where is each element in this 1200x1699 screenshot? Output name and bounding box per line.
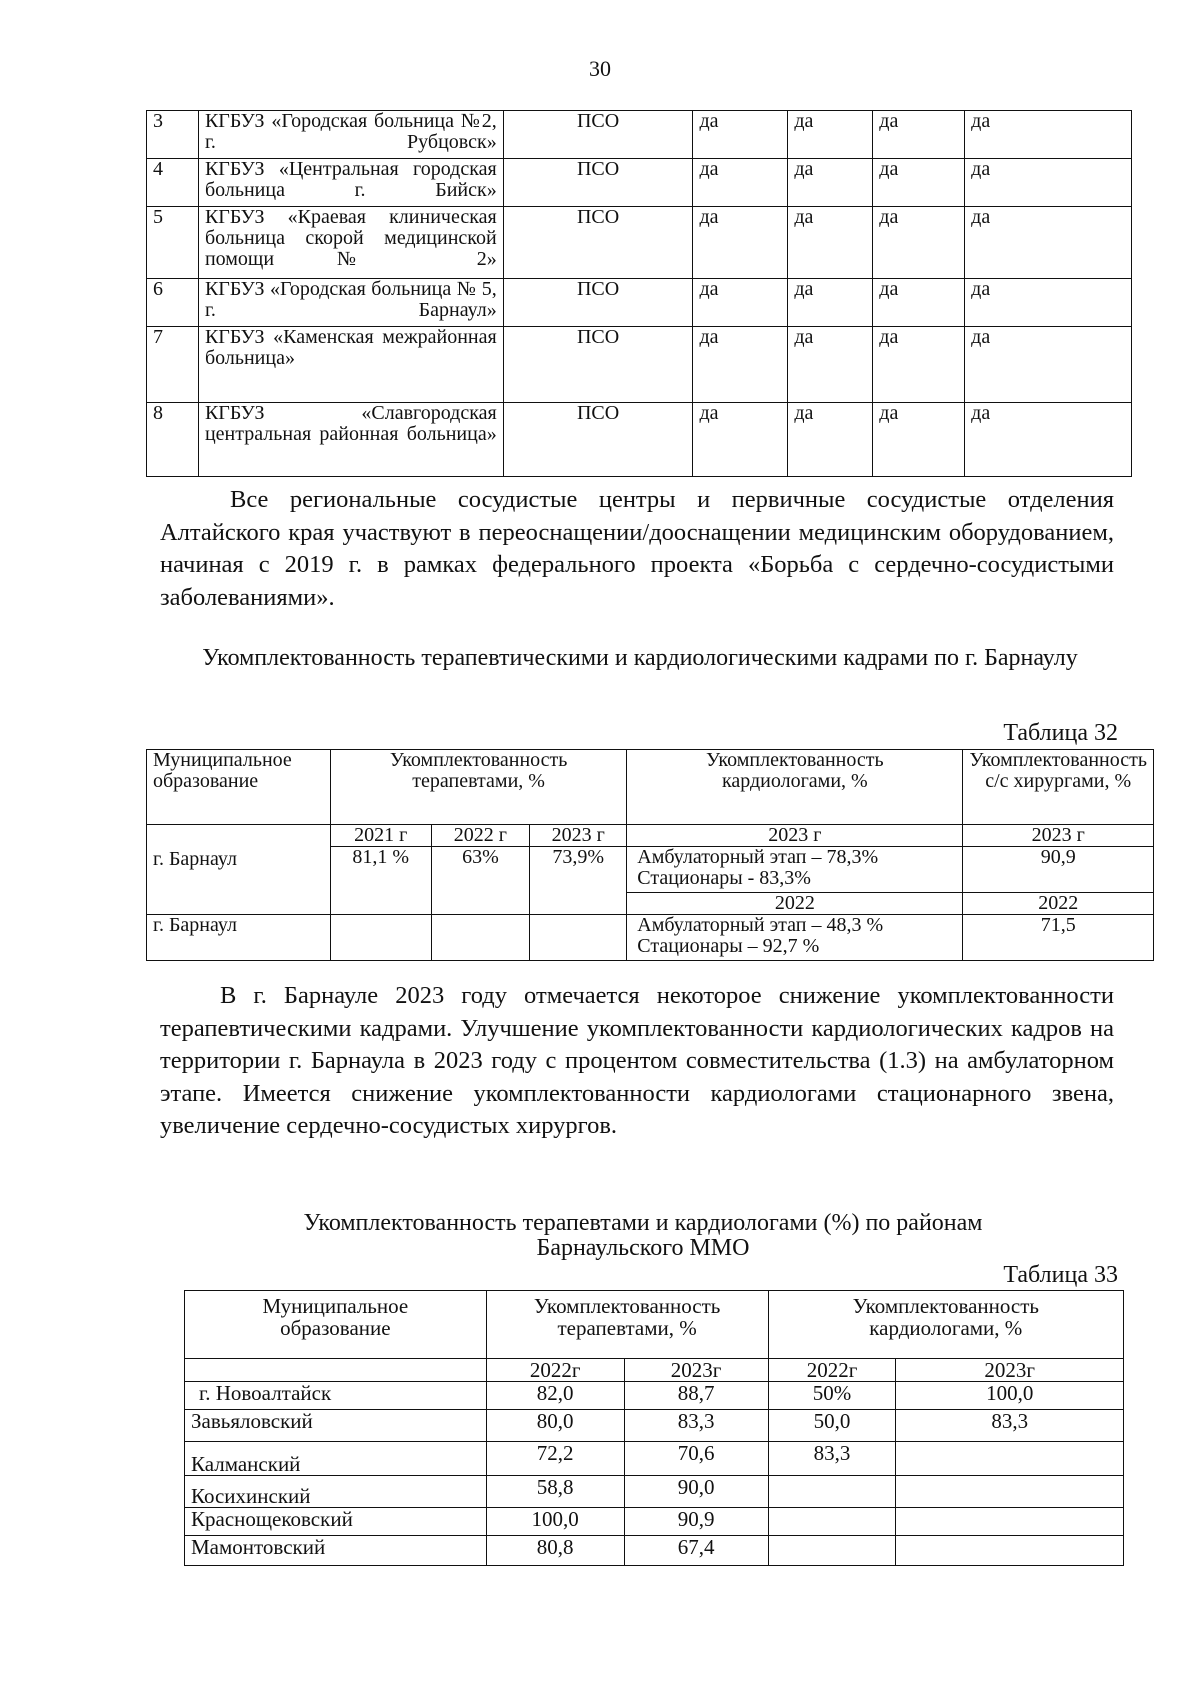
therapists-2023: 73,9% xyxy=(530,847,627,915)
row-number: 7 xyxy=(147,327,199,403)
cell-value: да xyxy=(965,403,1132,477)
cardiologists-2023 xyxy=(896,1536,1124,1566)
paragraph-text: Все региональные сосудистые центры и первичные сосудистые отделения Алтайского края участвуют в переоснащении/дооснащении медицинским оборудованием, начиная с 2019 г. в рамках федерального проекта «Борьба с сердечно-сосудистыми заболеваниями». xyxy=(160,486,1114,611)
cell-value: да xyxy=(965,159,1132,207)
header-municipality: Муниципальное образование xyxy=(147,750,331,825)
cell-value: да xyxy=(965,207,1132,279)
cell-value: да xyxy=(693,279,788,327)
cell-value: да xyxy=(873,403,965,477)
empty-cell xyxy=(185,1359,487,1382)
district-name: Краснощековский xyxy=(185,1508,487,1536)
cardiologists-2023: 83,3 xyxy=(896,1410,1124,1442)
cell-value: да xyxy=(788,207,873,279)
row-number: 8 xyxy=(147,403,199,477)
table-row xyxy=(185,1536,1124,1566)
cell-value: да xyxy=(788,111,873,159)
cardiologists-2022 xyxy=(768,1476,896,1508)
section-heading-barnaul: Укомплектованность терапевтическими и кардиологическими кадрами по г. Барнаулу xyxy=(202,645,1078,671)
district-name: Косихинский xyxy=(185,1476,487,1508)
cardiologists-2023 xyxy=(896,1508,1124,1536)
cell-value: да xyxy=(693,403,788,477)
district-name: Калманский xyxy=(185,1442,487,1476)
table-header-row xyxy=(185,1359,1124,1382)
header-therapists: Укомплектованность терапевтами, % xyxy=(486,1291,768,1359)
therapists-2022: 72,2 xyxy=(486,1442,624,1476)
district-name: Мамонтовский xyxy=(185,1536,487,1566)
surgeons-value: 71,5 xyxy=(963,915,1154,961)
therapists-2022: 80,8 xyxy=(486,1536,624,1566)
table-caption-32: Таблица 32 xyxy=(1003,720,1118,746)
facility-name: КГБУЗ «Центральная городская больница г. Бийск» xyxy=(198,159,503,207)
table-row xyxy=(147,915,1154,961)
year-2022: 2022 г xyxy=(431,825,530,847)
section-heading-districts: Укомплектованность терапевтами и кардиологами (%) по районам Барнаульского ММО xyxy=(303,1210,983,1261)
facility-name: КГБУЗ «Краевая клиническая больница скорой медицинской помощи № 2» xyxy=(198,207,503,279)
cell-value: да xyxy=(873,159,965,207)
therapists-2022: 100,0 xyxy=(486,1508,624,1536)
cardiologists-2023: 100,0 xyxy=(896,1382,1124,1410)
staffing-table-districts xyxy=(184,1290,1124,1566)
cell-value: да xyxy=(965,279,1132,327)
cell-value: да xyxy=(873,279,965,327)
cardiologists-2023 xyxy=(896,1442,1124,1476)
therapists-2023: 67,4 xyxy=(624,1536,768,1566)
cardiologists-year: 2022 xyxy=(627,893,963,915)
surgeons-value: 90,9 xyxy=(963,847,1154,893)
cardiologists-ambulatory: Амбулаторный этап – 48,3 % xyxy=(637,914,884,936)
cell-value: да xyxy=(693,207,788,279)
therapists-2022: 82,0 xyxy=(486,1382,624,1410)
therapists-2022: 58,8 xyxy=(486,1476,624,1508)
year-cardiologists-2023: 2023г xyxy=(896,1359,1124,1382)
table-header-row xyxy=(147,825,1154,847)
cell-value: да xyxy=(788,159,873,207)
facility-name: КГБУЗ «Славгородская центральная районная больница» xyxy=(198,403,503,477)
table-row xyxy=(185,1382,1124,1410)
header-municipality: Муниципальное образование xyxy=(185,1291,487,1359)
therapists-2023: 70,6 xyxy=(624,1442,768,1476)
facility-type: ПСО xyxy=(503,403,693,477)
table-header-row xyxy=(185,1291,1124,1359)
year-cardiologists-2022: 2022г xyxy=(768,1359,896,1382)
cardiologists-2022 xyxy=(768,1536,896,1566)
table-row xyxy=(185,1508,1124,1536)
cardiologists-2022: 50% xyxy=(768,1382,896,1410)
table-row xyxy=(185,1410,1124,1442)
cardiologists-cell xyxy=(627,915,963,961)
cardiologists-2023 xyxy=(896,1476,1124,1508)
therapists-2023: 90,9 xyxy=(624,1508,768,1536)
header-cardiologists: Укомплектованность кардиологами, % xyxy=(627,750,963,825)
paragraph-barnaul-staffing xyxy=(160,980,1114,1143)
row-number: 5 xyxy=(147,207,199,279)
cardiologists-cell xyxy=(627,847,963,893)
table-row xyxy=(147,159,1132,207)
cell-value: да xyxy=(873,327,965,403)
header-therapists: Укомплектованность терапевтами, % xyxy=(330,750,626,825)
therapists-2022: 63% xyxy=(431,847,530,915)
facility-name: КГБУЗ «Городская больница №2, г. Рубцовск» xyxy=(198,111,503,159)
district-name: Завьяловский xyxy=(185,1410,487,1442)
surgeons-year: 2022 xyxy=(963,893,1154,915)
facilities-table xyxy=(146,110,1132,477)
cell-value: да xyxy=(965,327,1132,403)
empty-cell xyxy=(431,915,530,961)
cell-value: да xyxy=(873,111,965,159)
facility-name: КГБУЗ «Каменская межрайонная больница» xyxy=(198,327,503,403)
staffing-table-barnaul xyxy=(146,749,1154,961)
row-number: 6 xyxy=(147,279,199,327)
paragraph-text: В г. Барнауле 2023 году отмечается некоторое снижение укомплектованности терапевтическими кадрами. Улучшение укомплектованности кардиологических кадров на территории г. Барнаула в 2023 году с процентом совместительства (1.3) на амбулаторном этапе. Имеется снижение укомплектованности кардиологами стационарного звена, увеличение сердечно-сосудистых хирургов. xyxy=(160,982,1114,1139)
surgeons-year: 2023 г xyxy=(963,825,1154,847)
header-surgeons: Укомплектованность с/с хирургами, % xyxy=(963,750,1154,825)
facility-type: ПСО xyxy=(503,207,693,279)
facility-name: КГБУЗ «Городская больница № 5, г. Барнаул» xyxy=(198,279,503,327)
year-2021: 2021 г xyxy=(330,825,431,847)
therapists-2022: 80,0 xyxy=(486,1410,624,1442)
district-name: г. Новоалтайск xyxy=(185,1382,487,1410)
table-caption-33: Таблица 33 xyxy=(1003,1262,1118,1288)
table-row xyxy=(147,327,1132,403)
empty-cell xyxy=(530,915,627,961)
cardiologists-stationary: Стационары - 83,3% xyxy=(637,867,811,889)
header-cardiologists: Укомплектованность кардиологами, % xyxy=(768,1291,1123,1359)
cell-value: да xyxy=(873,207,965,279)
row-number: 3 xyxy=(147,111,199,159)
table-row xyxy=(147,279,1132,327)
cardiologists-2022: 83,3 xyxy=(768,1442,896,1476)
cardiologists-ambulatory: Амбулаторный этап – 78,3% xyxy=(637,846,879,868)
year-therapists-2022: 2022г xyxy=(486,1359,624,1382)
page-number: 30 xyxy=(589,56,611,81)
therapists-2021: 81,1 % xyxy=(330,847,431,915)
cell-value: да xyxy=(693,111,788,159)
table-row xyxy=(147,403,1132,477)
table-row xyxy=(147,207,1132,279)
cardiologists-2022: 50,0 xyxy=(768,1410,896,1442)
municipality-name: г. Барнаул xyxy=(153,848,237,870)
facility-type: ПСО xyxy=(503,111,693,159)
cell-value: да xyxy=(693,327,788,403)
cell-value: да xyxy=(693,159,788,207)
cell-value: да xyxy=(788,279,873,327)
facility-type: ПСО xyxy=(503,279,693,327)
year-therapists-2023: 2023г xyxy=(624,1359,768,1382)
cardiologists-stationary: Стационары – 92,7 % xyxy=(637,935,820,957)
therapists-2023: 88,7 xyxy=(624,1382,768,1410)
therapists-2023: 83,3 xyxy=(624,1410,768,1442)
municipality-name: г. Барнаул xyxy=(147,915,331,961)
therapists-2023: 90,0 xyxy=(624,1476,768,1508)
municipality-cell xyxy=(147,825,331,915)
cardiologists-2022 xyxy=(768,1508,896,1536)
empty-cell xyxy=(330,915,431,961)
paragraph-vascular-centers xyxy=(160,484,1114,614)
facility-type: ПСО xyxy=(503,159,693,207)
cardiologists-year: 2023 г xyxy=(627,825,963,847)
facility-type: ПСО xyxy=(503,327,693,403)
cell-value: да xyxy=(965,111,1132,159)
table-row xyxy=(185,1442,1124,1476)
year-2023: 2023 г xyxy=(530,825,627,847)
table-row xyxy=(147,111,1132,159)
cell-value: да xyxy=(788,327,873,403)
cell-value: да xyxy=(788,403,873,477)
table-row xyxy=(185,1476,1124,1508)
row-number: 4 xyxy=(147,159,199,207)
table-header-row xyxy=(147,750,1154,825)
